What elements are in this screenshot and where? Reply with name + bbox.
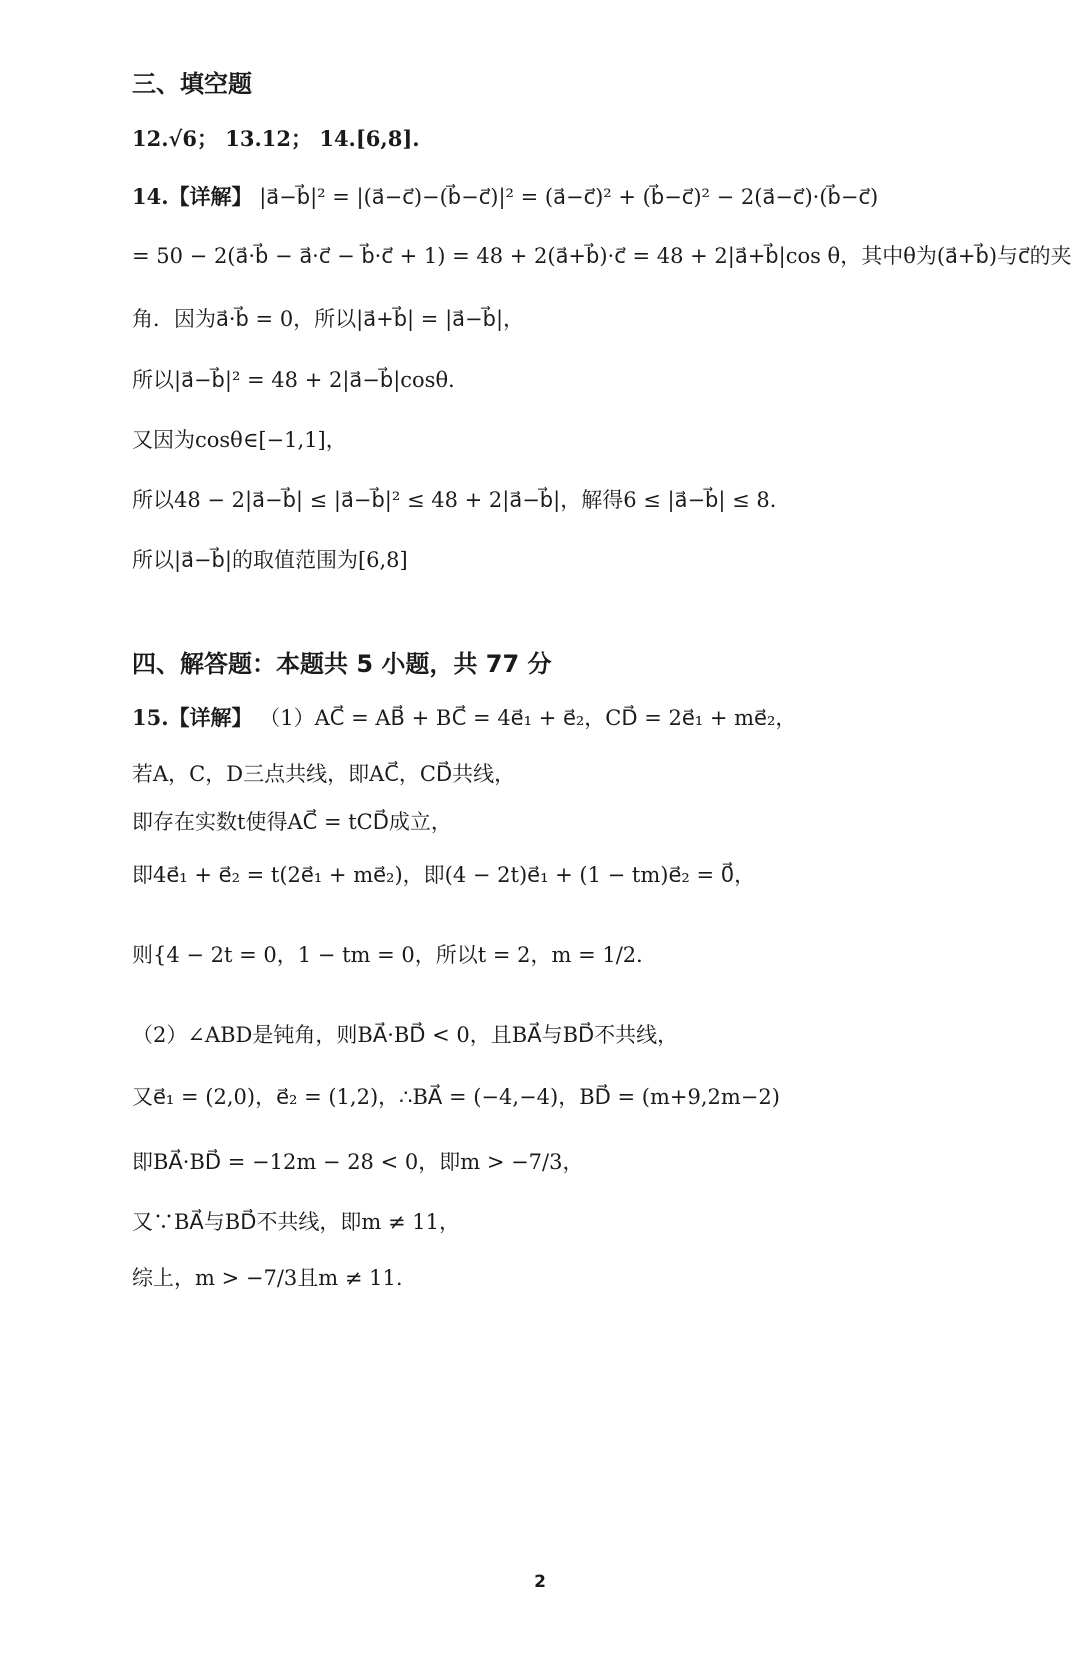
- q14-line-1: [132, 186, 878, 208]
- q14-text-1: |a⃗−b⃗|² = |(a⃗−c⃗)−(b⃗−c⃗)|² = (a⃗−c⃗)² + (b⃗−c⃗)² − 2(a⃗−c⃗)·(b⃗−c⃗): [259, 185, 879, 209]
- q15-line-2: 若A，C，D三点共线，即AC⃗，CD⃗共线，: [132, 762, 516, 786]
- q14-line-5: 又因为cosθ∈[−1,1]，: [132, 428, 347, 452]
- q15-line-8: 即BA⃗·BD⃗ = −12m − 28 < 0，即m > −7/3，: [132, 1150, 584, 1174]
- section-3-heading: 三、填空题: [132, 70, 252, 98]
- q15-line-9: 又∵BA⃗与BD⃗不共线，即m ≠ 11，: [132, 1210, 460, 1234]
- q15-text-1: （1）AC⃗ = AB⃗ + BC⃗ = 4e⃗₁ + e⃗₂，CD⃗ = 2e⃗₁ + me⃗₂，: [259, 706, 797, 730]
- section-4-heading: 四、解答题：本题共 5 小题，共 77 分: [132, 650, 552, 678]
- q14-line-7: 所以|a⃗−b⃗|的取值范围为[6,8]: [132, 548, 408, 572]
- q15-line-4: 即4e⃗₁ + e⃗₂ = t(2e⃗₁ + me⃗₂)，即(4 − 2t)e⃗₁ + (1 − tm)e⃗₂ = 0⃗，: [132, 863, 756, 887]
- q14-label: 14.【详解】: [132, 184, 253, 209]
- q14-line-6: 所以48 − 2|a⃗−b⃗| ≤ |a⃗−b⃗|² ≤ 48 + 2|a⃗−b⃗|，解得6 ≤ |a⃗−b⃗| ≤ 8．: [132, 488, 791, 512]
- q15-line-5: 则{4 − 2t = 0，1 − tm = 0，所以t = 2，m = 1/2．: [132, 943, 658, 967]
- q15-line-6: （2）∠ABD是钝角，则BA⃗·BD⃗ < 0，且BA⃗与BD⃗不共线，: [132, 1023, 679, 1047]
- q15-line-10: 综上，m > −7/3且m ≠ 11.: [132, 1266, 403, 1290]
- q15-line-1: [132, 707, 796, 729]
- fill-in-answers: 12.√6； 13.12； 14.[6,8].: [132, 126, 420, 151]
- q15-line-3: 即存在实数t使得AC⃗ = tCD⃗成立，: [132, 810, 452, 834]
- page-number: 2: [534, 1572, 546, 1592]
- q14-line-2: = 50 − 2(a⃗·b⃗ − a⃗·c⃗ − b⃗·c⃗ + 1) = 48 + 2(a⃗+b⃗)·c⃗ = 48 + 2|a⃗+b⃗|cos θ，其中θ为(a⃗+b⃗)与c⃗的夹: [132, 244, 1072, 268]
- q14-line-3: 角．因为a⃗·b⃗ = 0，所以|a⃗+b⃗| = |a⃗−b⃗|，: [132, 307, 525, 331]
- q15-label: 15.【详解】: [132, 705, 253, 730]
- q14-line-4: 所以|a⃗−b⃗|² = 48 + 2|a⃗−b⃗|cosθ．: [132, 368, 470, 392]
- q15-line-7: 又e⃗₁ = (2,0)，e⃗₂ = (1,2)，∴BA⃗ = (−4,−4)，BD⃗ = (m+9,2m−2): [132, 1085, 780, 1109]
